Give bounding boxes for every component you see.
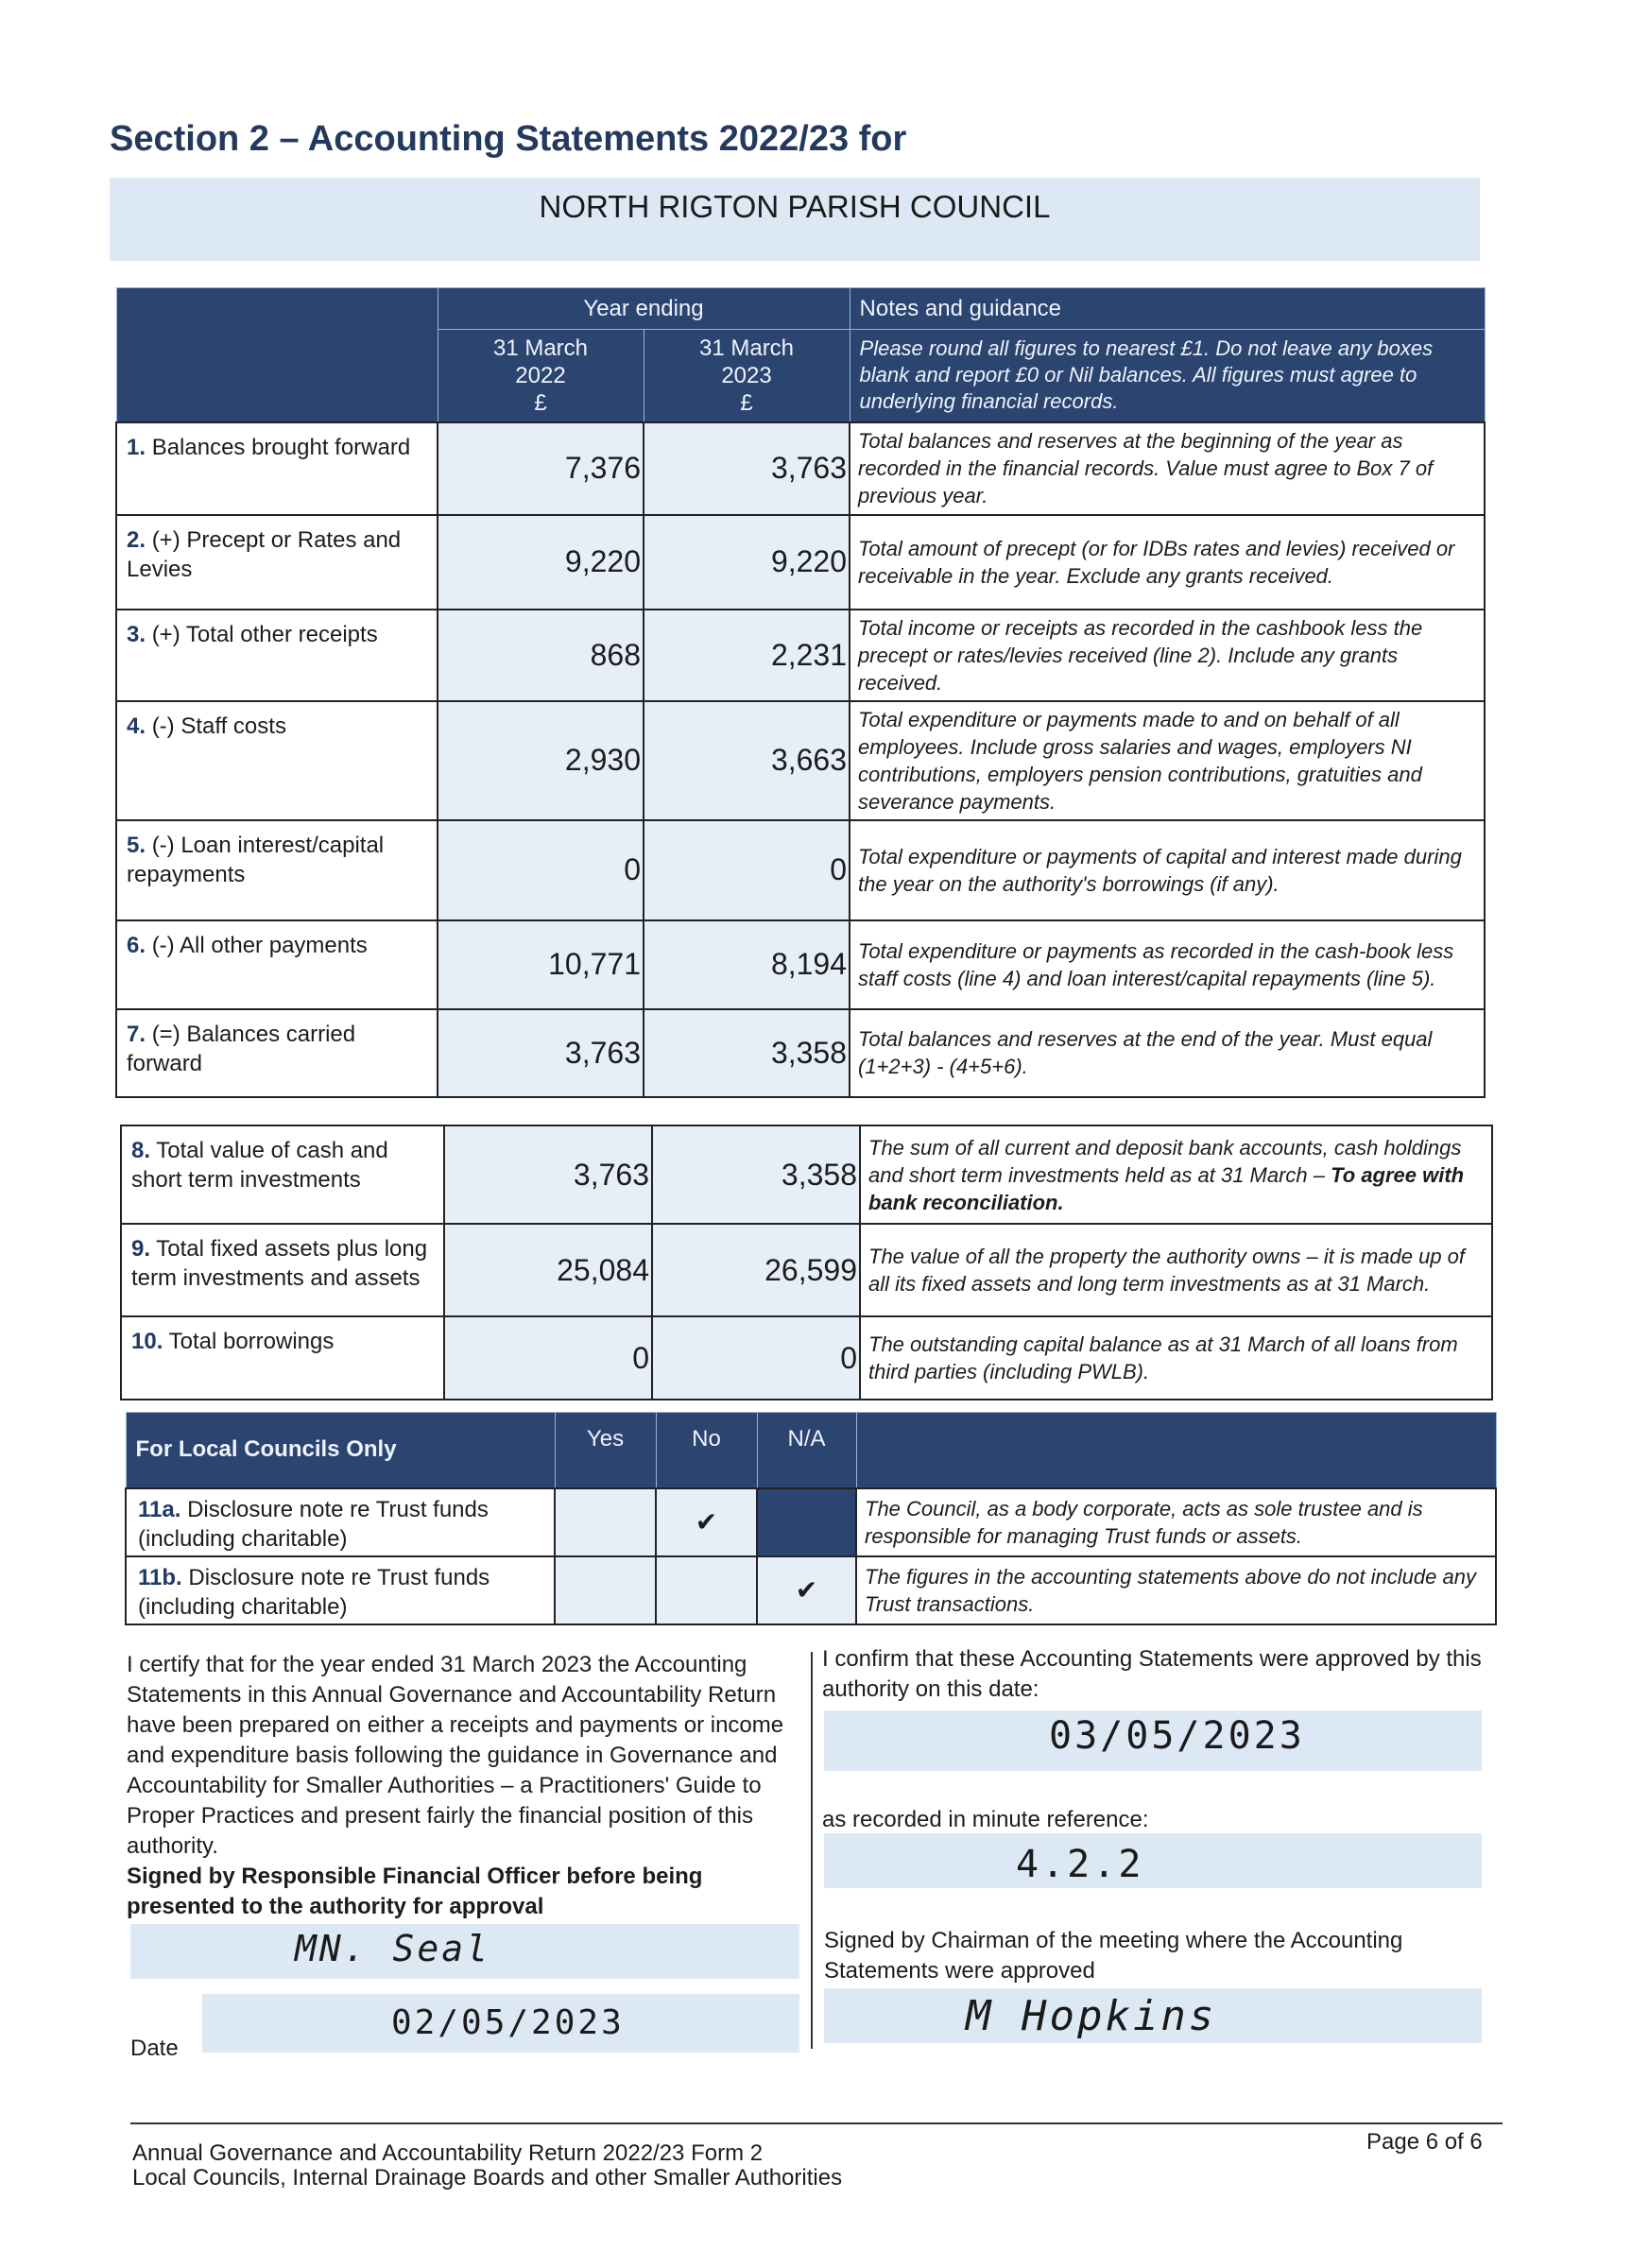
row-number: 10. (131, 1329, 163, 1354)
value-2022[interactable]: 0 (444, 1316, 652, 1400)
row-note: Total amount of precept (or for IDBs rates and levies) received or receivable in the year. Exclude any grants received. (850, 515, 1485, 610)
assets-table (120, 1125, 1493, 1400)
value-2023[interactable]: 0 (652, 1316, 860, 1400)
value-2023[interactable]: 3,358 (652, 1125, 860, 1224)
row-label (121, 1316, 444, 1400)
statement-row (116, 515, 1485, 610)
value-2023[interactable]: 3,358 (644, 1009, 850, 1097)
row-label (116, 701, 438, 820)
assets-rows (121, 1125, 1492, 1400)
assets-row (121, 1125, 1492, 1224)
row-label (116, 610, 438, 701)
row-number: 1. (127, 434, 146, 460)
value-2022[interactable]: 9,220 (438, 515, 644, 610)
yes-checkbox[interactable] (555, 1488, 656, 1556)
rfo-certification-text: I certify that for the year ended 31 March 2023 the Accounting Statements in this Annual Governance and Accountability Return have been prepared on either a receipts and payments or income and expenditure basis following the guidance in Governance and Accountability for Smaller Authorities – a Practitioners' Guide to Proper Practices and present fairly the financial position of this authority. (127, 1652, 784, 1859)
row-number: 11a. (138, 1496, 181, 1522)
row-label (126, 1556, 555, 1624)
row-label (116, 1009, 438, 1097)
statement-row (116, 701, 1485, 820)
na-checkbox[interactable]: ✔ (757, 1556, 856, 1624)
statement-row (116, 920, 1485, 1009)
column-2023-month: 31 March (698, 335, 795, 361)
statement-row (116, 820, 1485, 920)
column-2023-year: 2023 (721, 362, 772, 388)
yes-checkbox[interactable] (555, 1556, 656, 1624)
footer-authority-types: Local Councils, Internal Drainage Boards and other Smaller Authorities (132, 2165, 843, 2191)
page-title: Section 2 – Accounting Statements 2022/23 for (110, 119, 907, 159)
trust-fund-row (126, 1556, 1496, 1624)
page-number: Page 6 of 6 (1366, 2129, 1483, 2155)
minute-reference-box[interactable] (824, 1833, 1482, 1888)
row-note: Total expenditure or payments of capital and interest made during the year on the authority's borrowings (if any). (850, 820, 1485, 920)
column-2022-header (438, 330, 644, 422)
value-2022[interactable]: 868 (438, 610, 644, 701)
value-2022[interactable]: 25,084 (444, 1224, 652, 1316)
row-note-text: The outstanding capital balance as at 31 March of all loans from third parties (including PWLB). (868, 1332, 1458, 1383)
row-note: Total balances and reserves at the beginning of the year as recorded in the financial records. Value must agree to Box 7 of previous year. (850, 422, 1485, 515)
rfo-signature: MN. Seal (295, 1928, 491, 1969)
local-councils-table (125, 1412, 1497, 1625)
row-label-text: Total fixed assets plus long term investments and assets (131, 1236, 428, 1291)
na-header: N/A (757, 1413, 856, 1488)
row-label (116, 422, 438, 515)
row-note: Total balances and reserves at the end of the year. Must equal (1+2+3) - (4+5+6). (850, 1009, 1485, 1097)
row-number: 7. (127, 1021, 146, 1047)
minute-reference: 4.2.2 (1016, 1843, 1144, 1886)
row-note (860, 1224, 1492, 1316)
column-2022-year: 2022 (515, 362, 566, 388)
row-note (860, 1125, 1492, 1224)
row-number: 4. (127, 713, 146, 739)
row-label (116, 515, 438, 610)
value-2022[interactable]: 10,771 (438, 920, 644, 1009)
value-2023[interactable]: 2,231 (644, 610, 850, 701)
row-note: The Council, as a body corporate, acts as sole trustee and is responsible for managing Trust funds or assets. (856, 1488, 1496, 1556)
row-number: 8. (131, 1138, 151, 1163)
row-number: 2. (127, 526, 146, 553)
row-label (121, 1224, 444, 1316)
local-councils-notes-header (856, 1413, 1496, 1488)
row-label (116, 820, 438, 920)
row-label-text: (=) Balances carried forward (127, 1021, 356, 1076)
header-blank (116, 288, 438, 422)
row-note-text: The value of all the property the authority owns – it is made up of all its fixed assets and long term investments as at 31 March. (868, 1245, 1466, 1296)
column-2023-currency: £ (740, 389, 753, 416)
row-label (126, 1488, 555, 1556)
local-councils-rows (126, 1488, 1496, 1624)
certification-divider (811, 1652, 813, 2049)
row-note: Total expenditure or payments as recorded in the cash-book less staff costs (line 4) and loan interest/capital repayments (line 5). (850, 920, 1485, 1009)
row-note-emphasis: To agree with bank reconciliation. (868, 1162, 1465, 1214)
row-number: 3. (127, 621, 146, 647)
footer-form-title: Annual Governance and Accountability Return 2022/23 Form 2 (132, 2140, 764, 2166)
row-note-text: The sum of all current and deposit bank accounts, cash holdings and short term investments held as at 31 March – (868, 1135, 1462, 1187)
local-councils-header: For Local Councils Only (126, 1413, 555, 1488)
column-2023-header (644, 330, 850, 422)
row-label-text: (+) Precept or Rates and Levies (127, 526, 402, 582)
column-2022-currency: £ (534, 389, 547, 416)
minute-reference-label: as recorded in minute reference: (822, 1807, 1149, 1832)
statement-row (116, 610, 1485, 701)
row-note: Total expenditure or payments made to and on behalf of all employees. Include gross salaries and wages, employers NI contributions, employers pension contributions, gratuities and severance payments. (850, 701, 1485, 820)
notes-guidance-text: Please round all figures to nearest £1. Do not leave any boxes blank and report £0 or Nil balances. All figures must agree to underlying financial records. (850, 330, 1485, 422)
row-label-text: Total borrowings (168, 1329, 335, 1354)
na-checkbox[interactable] (757, 1488, 856, 1556)
statement-row (116, 1009, 1485, 1097)
statement-row (116, 422, 1485, 515)
value-2023[interactable]: 26,599 (652, 1224, 860, 1316)
accounting-statements-table (115, 287, 1486, 1098)
row-label (116, 920, 438, 1009)
value-2023[interactable]: 8,194 (644, 920, 850, 1009)
date-label: Date (130, 2036, 179, 2061)
statement-rows (116, 422, 1485, 1097)
assets-row (121, 1224, 1492, 1316)
row-label (121, 1125, 444, 1224)
no-checkbox[interactable]: ✔ (656, 1488, 757, 1556)
row-label-text: Total value of cash and short term investments (131, 1138, 388, 1193)
assets-row (121, 1316, 1492, 1400)
row-number: 9. (131, 1236, 151, 1262)
row-label-text: (+) Total other receipts (151, 621, 378, 647)
value-2023[interactable]: 0 (644, 820, 850, 920)
value-2022[interactable]: 2,930 (438, 701, 644, 820)
rfo-date: 02/05/2023 (391, 2003, 625, 2042)
row-label-text: (-) Loan interest/capital repayments (127, 832, 385, 887)
value-2022[interactable]: 3,763 (438, 1009, 644, 1097)
year-ending-header: Year ending (438, 288, 850, 330)
row-number: 6. (127, 932, 146, 958)
value-2023[interactable]: 3,763 (644, 422, 850, 515)
approval-confirm-text: I confirm that these Accounting Statements were approved by this authority on this date: (822, 1646, 1482, 1702)
row-note: Total income or receipts as recorded in the cashbook less the precept or rates/levies received (line 2). Include any grants received. (850, 610, 1485, 701)
trust-fund-row (126, 1488, 1496, 1556)
footer-rule (130, 2122, 1503, 2124)
row-label-text: (-) All other payments (151, 932, 368, 958)
value-2022[interactable]: 7,376 (438, 422, 644, 515)
row-number: 11b. (138, 1564, 182, 1590)
row-note (860, 1316, 1492, 1400)
approval-date: 03/05/2023 (1049, 1714, 1305, 1758)
notes-guidance-header: Notes and guidance (850, 288, 1485, 330)
rfo-signed-label: Signed by Responsible Financial Officer before being presented to the authority for approval (127, 1864, 703, 1919)
row-label-text: (-) Staff costs (151, 713, 286, 739)
row-label-text: Disclosure note re Trust funds (including charitable) (138, 1564, 490, 1620)
council-name: NORTH RIGTON PARISH COUNCIL (539, 189, 1051, 224)
column-2022-month: 31 March (492, 335, 589, 361)
no-checkbox[interactable] (656, 1556, 757, 1624)
value-2023[interactable]: 3,663 (644, 701, 850, 820)
yes-header: Yes (555, 1413, 656, 1488)
value-2023[interactable]: 9,220 (644, 515, 850, 610)
chairman-signed-label: Signed by Chairman of the meeting where the Accounting Statements were approved (824, 1928, 1403, 1984)
value-2022[interactable]: 3,763 (444, 1125, 652, 1224)
row-number: 5. (127, 832, 146, 858)
row-note: The figures in the accounting statements above do not include any Trust transactions. (856, 1556, 1496, 1624)
row-label-text: Balances brought forward (151, 434, 411, 460)
no-header: No (656, 1413, 757, 1488)
value-2022[interactable]: 0 (438, 820, 644, 920)
chairman-signature: M Hopkins (966, 1992, 1217, 2040)
row-label-text: Disclosure note re Trust funds (including charitable) (138, 1496, 489, 1552)
